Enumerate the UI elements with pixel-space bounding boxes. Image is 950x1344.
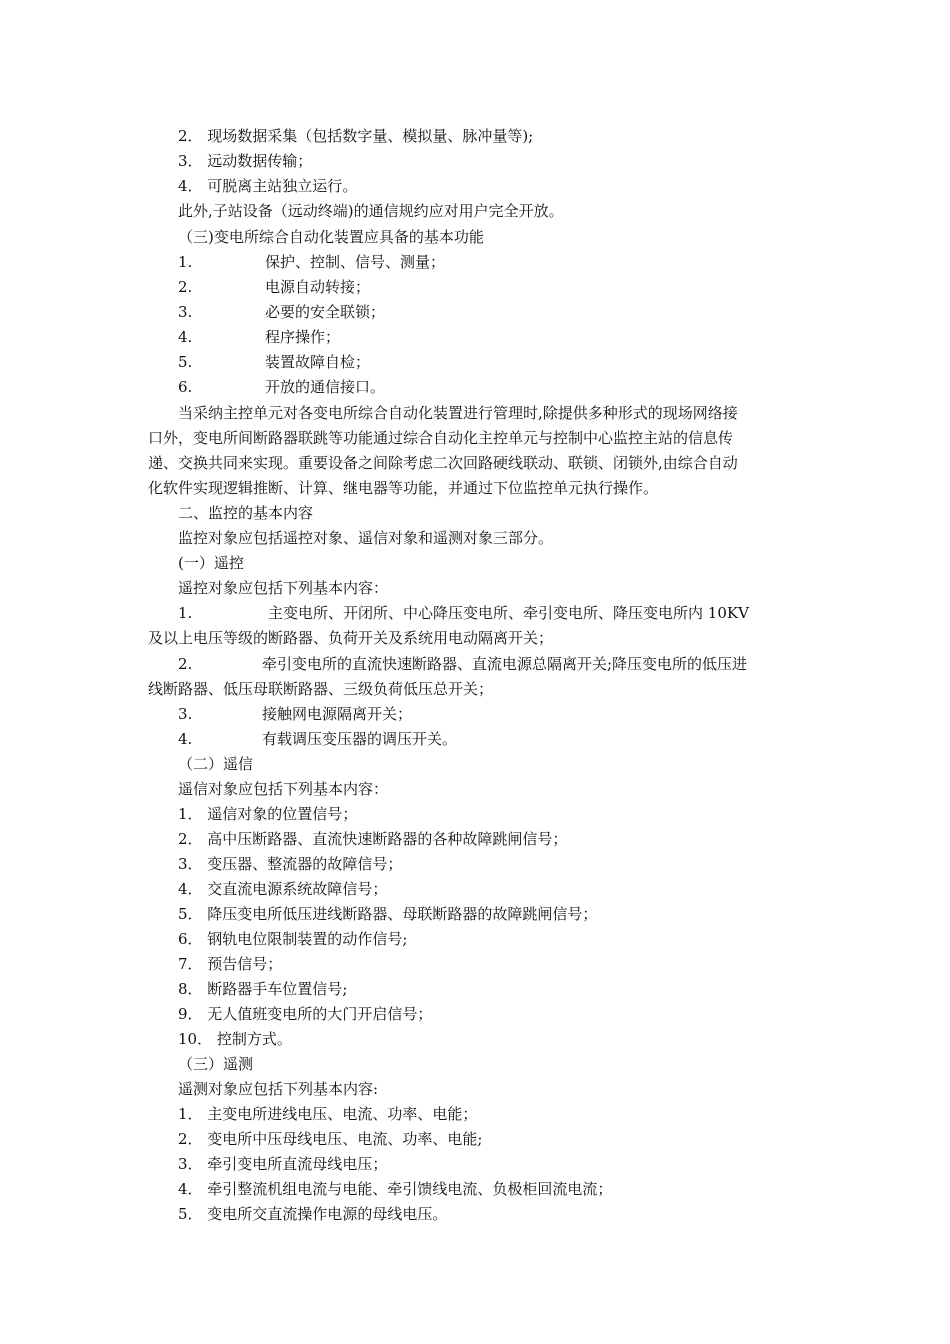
list-item: 5． 变电所交直流操作电源的母线电压。 (178, 1205, 448, 1223)
list-item (178, 302, 385, 322)
text-line: 监控对象应包括遥控对象、遥信对象和遥测对象三部分。 (178, 529, 554, 547)
item-number: 3. (178, 303, 193, 321)
paragraph-line: 递、交换共同来实现。重要设备之间除考虑二次回路硬线联动、联锁、闭锁外,由综合自动 (148, 454, 738, 472)
item-text: 牵引变电所的直流快速断路器、直流电源总隔离开关;降压变电所的低压进 (262, 655, 748, 673)
subsection-heading: （二）遥信 (178, 755, 254, 773)
list-item (178, 327, 340, 347)
item-text: 有载调压变压器的调压开关。 (262, 730, 458, 748)
item-number: 5. (178, 353, 193, 371)
item-number: 1. (178, 604, 193, 622)
paragraph-line: 当采纳主控单元对各变电所综合自动化装置进行管理时,除提供多种形式的现场网络接 (178, 404, 738, 422)
item-text: 主变电所、开闭所、中心降压变电所、牵引变电所、降压变电所内 10KV (268, 604, 749, 622)
item-text: 必要的安全联锁； (265, 303, 386, 321)
list-item: 4． 牵引整流机组电流与电能、牵引馈线电流、负极柜回流电流； (178, 1180, 613, 1198)
list-item (178, 603, 749, 623)
list-item: 2． 高中压断路器、直流快速断路器的各种故障跳闸信号； (178, 830, 568, 848)
item-number: 2. (178, 278, 193, 296)
list-item: 3． 变压器、整流器的故障信号； (178, 855, 403, 873)
list-item: 3． 牵引变电所直流母线电压； (178, 1155, 388, 1173)
list-item (178, 704, 412, 724)
list-item (178, 377, 385, 397)
list-item (178, 352, 370, 372)
item-number: 3. (178, 705, 193, 723)
item-text: 程序操作； (265, 328, 341, 346)
list-item (178, 654, 747, 674)
section-heading: 二、监控的基本内容 (178, 504, 314, 522)
item-text: 保护、控制、信号、测量； (265, 253, 446, 271)
list-item: 2． 变电所中压母线电压、电流、功率、电能; (178, 1130, 483, 1148)
text-line: 此外,子站设备（远动终端)的通信规约应对用户完全开放。 (178, 202, 564, 220)
section-heading: （三)变电所综合自动化装置应具备的基本功能 (178, 228, 484, 246)
list-item: 9． 无人值班变电所的大门开启信号； (178, 1005, 433, 1023)
item-continuation: 线断路器、低压母联断路器、三级负荷低压总开关； (148, 680, 494, 698)
subsection-heading: （三）遥测 (178, 1055, 254, 1073)
subsection-heading: (一）遥控 (178, 554, 244, 572)
list-item: 6． 钢轨电位限制装置的动作信号; (178, 930, 408, 948)
list-item (178, 277, 370, 297)
item-number: 4. (178, 730, 193, 748)
list-item: 7． 预告信号； (178, 955, 283, 973)
text-line: 遥信对象应包括下列基本内容： (178, 780, 389, 798)
list-item: 1． 遥信对象的位置信号； (178, 805, 358, 823)
item-text: 开放的通信接口。 (265, 378, 386, 396)
list-item (178, 729, 457, 749)
item-text: 电源自动转接； (265, 278, 371, 296)
text-line: 4． 可脱离主站独立运行。 (178, 177, 358, 195)
text-line: 3． 远动数据传输； (178, 152, 313, 170)
list-item: 8． 断路器手车位置信号; (178, 980, 348, 998)
item-number: 4. (178, 328, 193, 346)
list-item: 4． 交直流电源系统故障信号； (178, 880, 388, 898)
paragraph-line: 口外，变电所间断路器联跳等功能通过综合自动化主控单元与控制中心监控主站的信息传 (148, 429, 734, 447)
paragraph-line: 化软件实现逻辑推断、计算、继电器等功能，并通过下位监控单元执行操作。 (148, 479, 659, 497)
item-text: 装置故障自检； (265, 353, 371, 371)
item-number: 6. (178, 378, 193, 396)
item-continuation: 及以上电压等级的断路器、负荷开关及系统用电动隔离开关； (148, 629, 554, 647)
item-number: 2. (178, 655, 193, 673)
text-line: 遥测对象应包括下列基本内容: (178, 1080, 379, 1098)
list-item (178, 252, 445, 272)
text-line: 2． 现场数据采集（包括数字量、模拟量、脉冲量等); (178, 127, 534, 145)
list-item: 5． 降压变电所低压进线断路器、母联断路器的故障跳闸信号； (178, 905, 598, 923)
list-item: 1． 主变电所进线电压、电流、功率、电能； (178, 1105, 478, 1123)
item-number: 1. (178, 253, 193, 271)
list-item: 10． 控制方式。 (178, 1030, 292, 1048)
item-text: 接触网电源隔离开关； (262, 705, 413, 723)
text-line: 遥控对象应包括下列基本内容： (178, 579, 389, 597)
